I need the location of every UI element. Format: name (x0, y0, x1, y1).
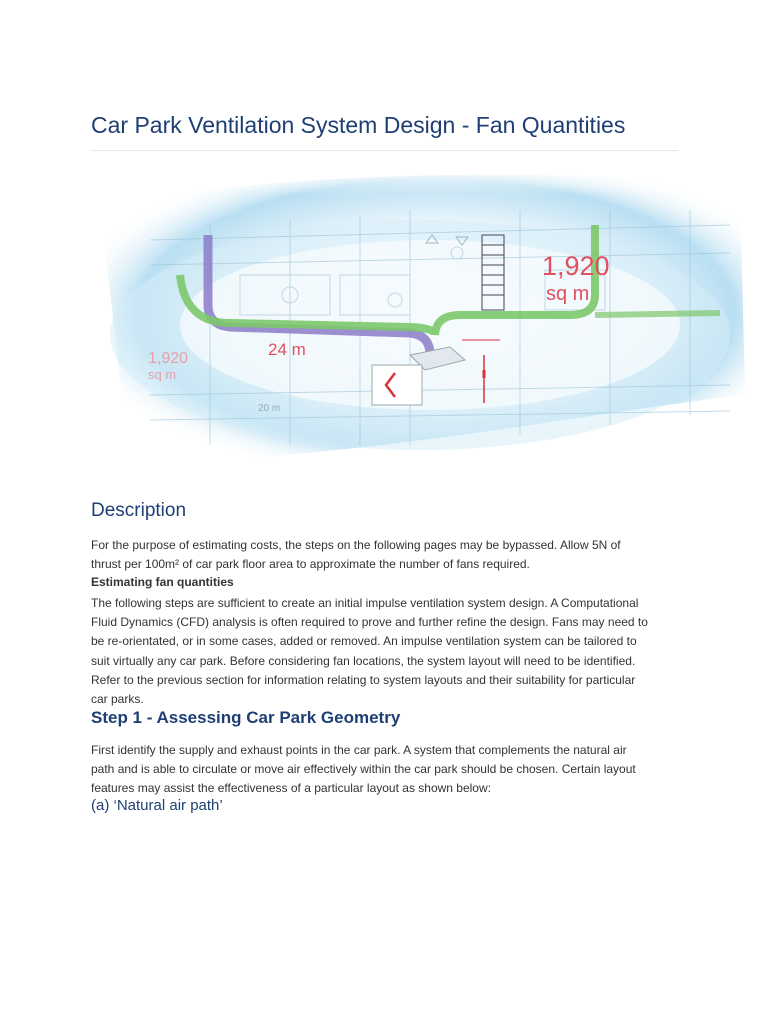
natural-air-path-heading: (a) ‘Natural air path’ (91, 797, 223, 814)
estimating-subheading: Estimating fan quantities (91, 575, 234, 589)
body-line: be re-orientated, or in some cases, added or removed. An impulse ventilation system can be tailored to (91, 634, 637, 649)
area-small-unit: sq m (148, 367, 177, 382)
page-title: Car Park Ventilation System Design - Fan Quantities (91, 112, 626, 138)
intro-line: thrust per 100m² of car park floor area to approximate the number of fans required. (91, 557, 530, 572)
intro-line: For the purpose of estimating costs, the steps on the following pages may be bypassed. Allow 5N of (91, 538, 621, 552)
description-intro (91, 536, 691, 574)
body-line: car parks. (91, 692, 144, 707)
step1-body (91, 741, 691, 799)
description-heading: Description (91, 500, 187, 521)
hero-floor-plan-image (90, 165, 750, 470)
body-line: Refer to the previous section for information relating to system layouts and their suitability for particular (91, 672, 636, 687)
step1-line: features may assist the effectiveness of a particular layout as shown below: (91, 781, 491, 796)
step1-heading: Step 1 - Assessing Car Park Geometry (91, 708, 401, 727)
title-divider (91, 150, 678, 151)
dimension-b: 20 m (258, 403, 281, 414)
body-line: Fluid Dynamics (CFD) analysis is often required to prove and further refine the design. Fans may need to (91, 615, 648, 630)
area-main-unit: sq m (546, 283, 590, 305)
area-small-value: 1,920 (148, 350, 189, 367)
body-line: suit virtually any car park. Before considering fan locations, the system layout will need to be identified. (91, 653, 636, 668)
dimension-a: 24 m (268, 340, 306, 359)
body-line: The following steps are sufficient to create an initial impulse ventilation system design. A Computational (91, 596, 639, 610)
area-main-value: 1,920 (542, 251, 610, 281)
description-body (91, 594, 691, 709)
step1-line: First identify the supply and exhaust points in the car park. A system that complements the natural air (91, 743, 627, 757)
step1-line: path and is able to circulate or move air effectively within the car park should be chosen. Certain layout (91, 762, 636, 777)
